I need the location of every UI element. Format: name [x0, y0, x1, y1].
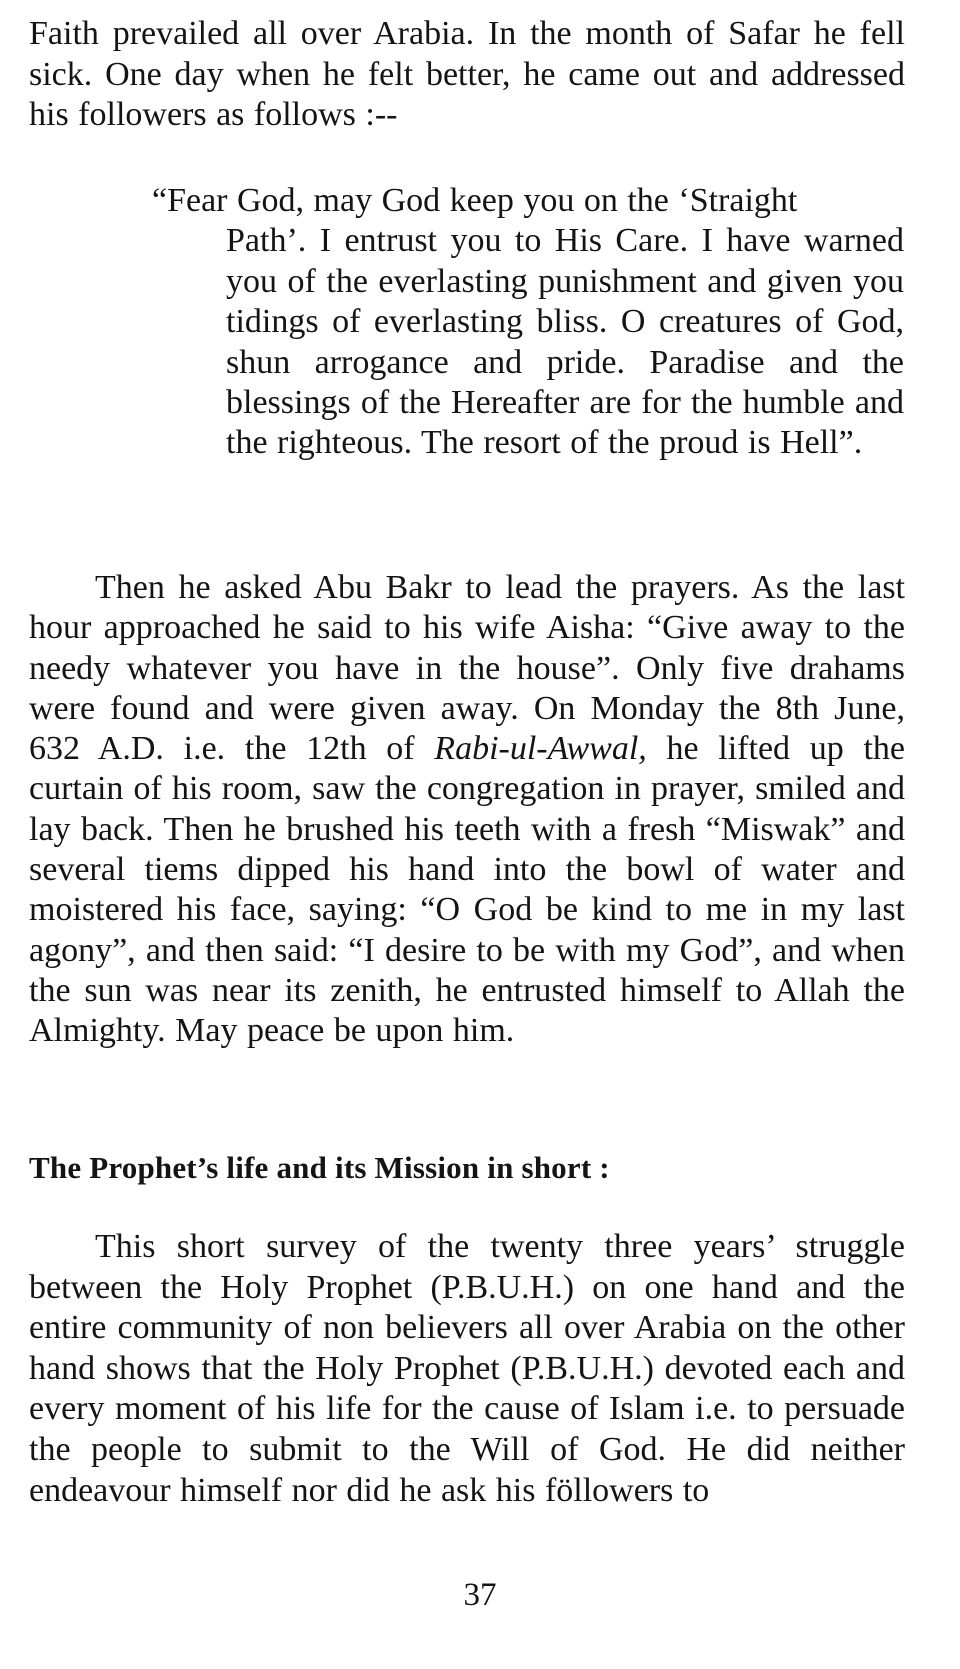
- death-paragraph-text-end: he lifted up the curtain of his room, saw the congregation in prayer, smiled and lay back. Then he brushed his teeth with a fresh “Miswak” and several tiems dipped his hand into the bowl of water and moistered his face, saying: “O God be kind to me in my last agony”, and then said: “I desire to be with my God”, and when the sun was near its zenith, he entrusted himself to Allah the Almighty. May peace be upon him.: [29, 730, 905, 1050]
- page-number: 37: [463, 1577, 497, 1613]
- death-paragraph: [29, 568, 905, 1052]
- quote-first-line: “Fear God, may God keep you on the ‘Straight: [152, 182, 798, 219]
- section-heading: The Prophet’s life and its Mission in short :: [29, 1150, 610, 1185]
- italic-month-name: Rabi-ul-Awwal,: [434, 730, 647, 768]
- summary-paragraph: This short survey of the twenty three years’ struggle between the Holy Prophet (P.B.U.H.) on one hand and the entire community of non believers all over Arabia on the other hand shows that the Holy Prophet (P.B.U.H.) devoted each and every moment of his life for the cause of Islam i.e. to persuade the people to submit to the Will of God. He did neither endeavour himself nor did he ask his föllowers to: [29, 1228, 905, 1509]
- quote-continuation: Path’. I entrust you to His Care. I have warned you of the everlasting punishment and given you tidings of everlasting bliss. O creatures of God, shun arrogance and pride. Paradise and the blessings of the Hereafter are for the humble and the righteous. The resort of the proud is Hell”.: [226, 222, 904, 462]
- death-paragraph-text-start: Then he asked Abu Bakr to lead the prayers. As the last hour approached he said to his wife Aisha: “Give away to the needy whatever you have in the house”. Only five drahams were found and were given away. On Monday the 8th June, 632 A.D. i.e. the 12th of: [29, 569, 905, 768]
- intro-paragraph: Faith prevailed all over Arabia. In the month of Safar he fell sick. One day when he felt better, he came out and addressed his followers as follows :--: [29, 15, 905, 134]
- quote-block: [152, 181, 904, 464]
